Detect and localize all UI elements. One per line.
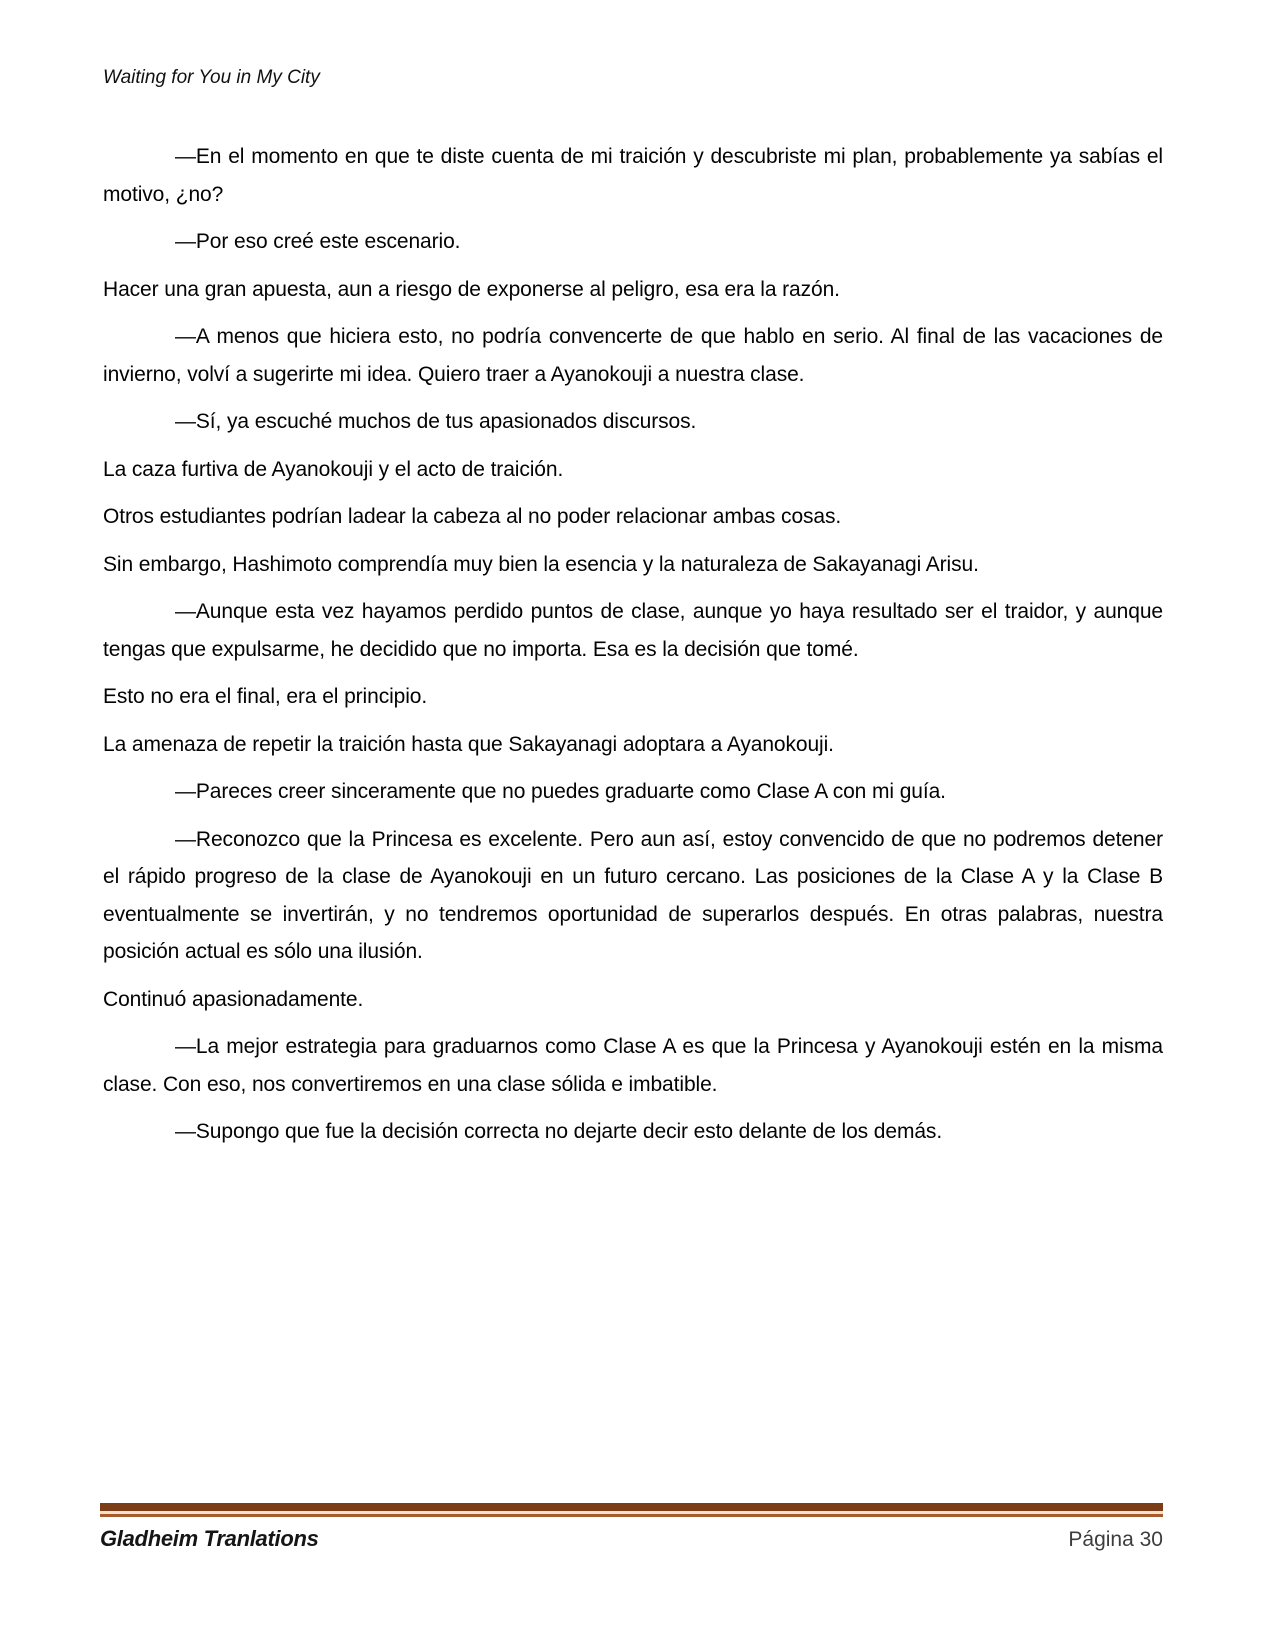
paragraph: Sin embargo, Hashimoto comprendía muy bien la esencia y la naturaleza de Sakayanagi Arisu. bbox=[103, 552, 979, 576]
footer-page-number: Página 30 bbox=[1068, 1528, 1163, 1551]
paragraph: —En el momento en que te diste cuenta de mi traición y descubriste mi plan, probablemente ya sabías el motivo, ¿no? bbox=[103, 145, 1163, 206]
page-body bbox=[103, 138, 1163, 1161]
paragraph: Otros estudiantes podrían ladear la cabeza al no poder relacionar ambas cosas. bbox=[103, 505, 842, 528]
footer-rule-thin-bar bbox=[100, 1514, 1163, 1517]
paragraph: —La mejor estrategia para graduarnos como Clase A es que la Princesa y Ayanokouji estén en la misma clase. Con eso, nos convertiremos en una clase sólida e imbatible. bbox=[103, 1035, 1163, 1096]
footer-brand-name: Gladheim Tranlations bbox=[100, 1526, 319, 1551]
paragraph: —Supongo que fue la decisión correcta no dejarte decir esto delante de los demás. bbox=[175, 1120, 943, 1143]
footer-divider-rule bbox=[100, 1503, 1163, 1517]
footer-text-row bbox=[100, 1526, 1163, 1552]
page-footer bbox=[100, 1503, 1163, 1552]
footer-rule-thick-bar bbox=[100, 1503, 1163, 1511]
paragraph: —Sí, ya escuché muchos de tus apasionados discursos. bbox=[175, 410, 697, 433]
paragraph: —Pareces creer sinceramente que no puedes graduarte como Clase A con mi guía. bbox=[175, 780, 946, 803]
paragraph: Esto no era el final, era el principio. bbox=[103, 685, 428, 708]
paragraph: La amenaza de repetir la traición hasta que Sakayanagi adoptara a Ayanokouji. bbox=[103, 732, 834, 756]
paragraph: —Aunque esta vez hayamos perdido puntos de clase, aunque yo haya resultado ser el traidor, y aunque tengas que expulsarme, he decidido que no importa. Esa es la decisión que tomé. bbox=[103, 600, 1163, 661]
paragraph: —A menos que hiciera esto, no podría convencerte de que hablo en serio. Al final de las vacaciones de invierno, volví a sugerirte mi idea. Quiero traer a Ayanokouji a nuestra clase. bbox=[103, 325, 1163, 386]
paragraph: Hacer una gran apuesta, aun a riesgo de exponerse al peligro, esa era la razón. bbox=[103, 277, 840, 301]
running-header-title: Waiting for You in My City bbox=[103, 67, 320, 88]
paragraph: —Reconozco que la Princesa es excelente. Pero aun así, estoy convencido de que no podremos detener el rápido progreso de la clase de Ayanokouji en un futuro cercano. Las posiciones de la Clase A y la Clase B eventualmente se invertirán, y no tendremos oportunidad de superarlos después. En otras palabras, nuestra posición actual es sólo una ilusión. bbox=[103, 827, 1163, 963]
paragraph: —Por eso creé este escenario. bbox=[175, 230, 461, 253]
paragraph: Continuó apasionadamente. bbox=[103, 987, 364, 1011]
paragraph: La caza furtiva de Ayanokouji y el acto de traición. bbox=[103, 457, 564, 481]
